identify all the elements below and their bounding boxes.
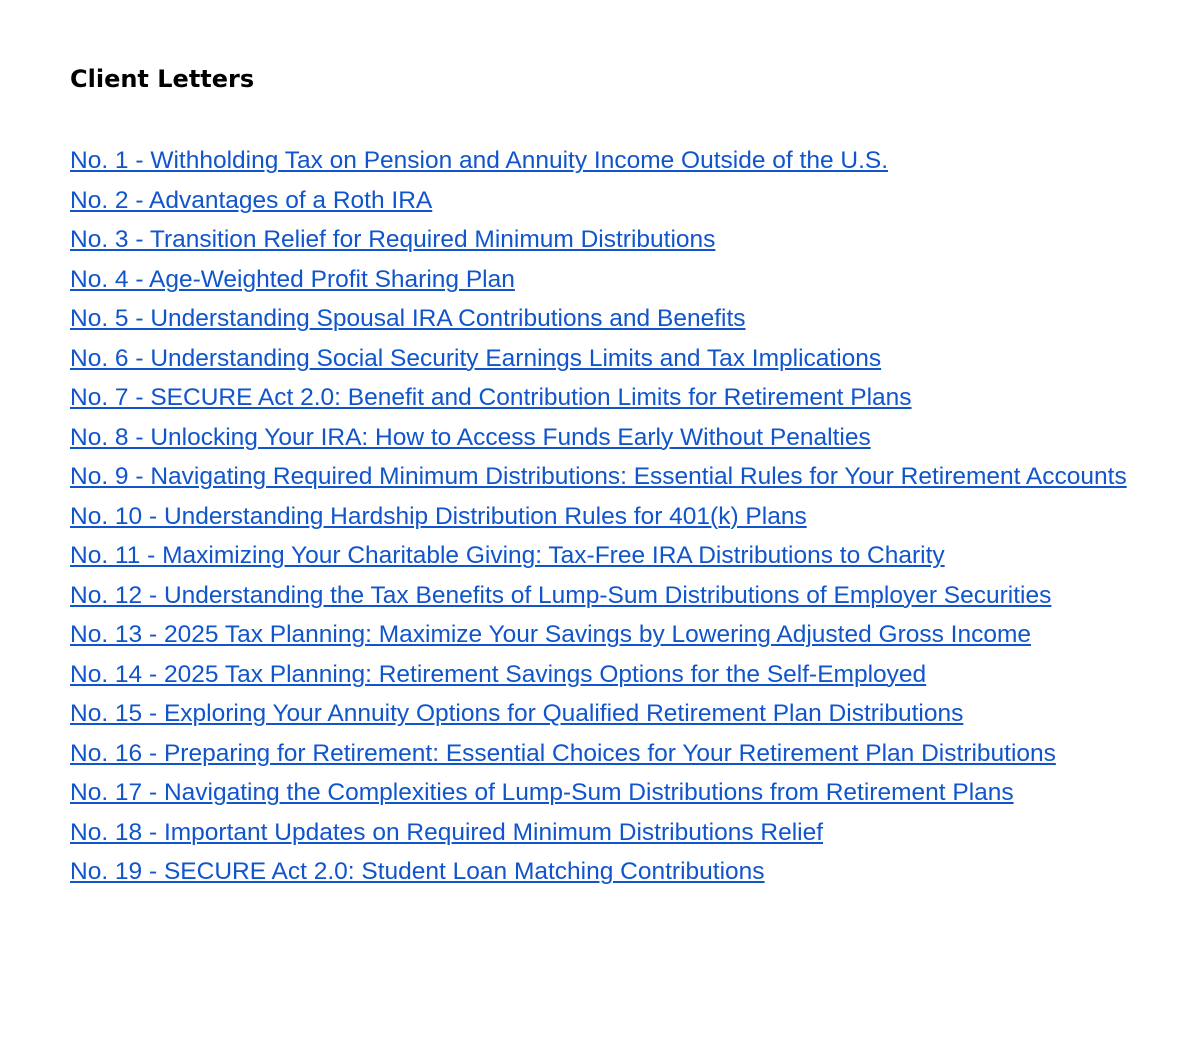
letter-link-5[interactable]: No. 5 - Understanding Spousal IRA Contributions and Benefits xyxy=(70,305,746,332)
list-item xyxy=(70,185,1140,218)
list-item xyxy=(70,382,1140,415)
letter-link-16[interactable]: No. 16 - Preparing for Retirement: Essential Choices for Your Retirement Plan Distributions xyxy=(70,739,1056,767)
letter-link-17[interactable]: No. 17 - Navigating the Complexities of Lump-Sum Distributions from Retirement Plans xyxy=(70,779,1014,806)
letter-link-9[interactable]: No. 9 - Navigating Required Minimum Distributions: Essential Rules for Your Retirement Accounts xyxy=(70,463,1127,490)
letter-link-14[interactable]: No. 14 - 2025 Tax Planning: Retirement Savings Options for the Self-Employed xyxy=(70,660,927,688)
list-item xyxy=(70,856,1140,889)
letter-link-8[interactable]: No. 8 - Unlocking Your IRA: How to Access Funds Early Without Penalties xyxy=(70,423,871,451)
letter-link-7[interactable]: No. 7 - SECURE Act 2.0: Benefit and Contribution Limits for Retirement Plans xyxy=(70,384,912,411)
list-item xyxy=(70,738,1140,771)
list-item xyxy=(70,303,1140,336)
letter-link-6[interactable]: No. 6 - Understanding Social Security Earnings Limits and Tax Implications xyxy=(70,344,882,372)
letter-link-11[interactable]: No. 11 - Maximizing Your Charitable Giving: Tax-Free IRA Distributions to Charity xyxy=(70,542,945,569)
client-letters-list xyxy=(70,145,1140,896)
letter-link-10[interactable]: No. 10 - Understanding Hardship Distribution Rules for 401(k) Plans xyxy=(70,502,807,530)
list-item xyxy=(70,540,1140,573)
list-item xyxy=(70,619,1140,652)
letter-link-15[interactable]: No. 15 - Exploring Your Annuity Options for Qualified Retirement Plan Distributions xyxy=(70,700,964,727)
list-item xyxy=(70,817,1140,850)
list-item xyxy=(70,264,1140,297)
letter-link-19[interactable]: No. 19 - SECURE Act 2.0: Student Loan Matching Contributions xyxy=(70,858,765,885)
list-item xyxy=(70,777,1140,810)
letter-link-2[interactable]: No. 2 - Advantages of a Roth IRA xyxy=(70,186,433,214)
list-item xyxy=(70,501,1140,534)
letter-link-12[interactable]: No. 12 - Understanding the Tax Benefits of Lump-Sum Distributions of Employer Securities xyxy=(70,581,1052,609)
letter-link-1[interactable]: No. 1 - Withholding Tax on Pension and Annuity Income Outside of the U.S. xyxy=(70,147,889,174)
list-item xyxy=(70,461,1140,494)
page-title: Client Letters xyxy=(70,65,255,93)
letter-link-13[interactable]: No. 13 - 2025 Tax Planning: Maximize Your Savings by Lowering Adjusted Gross Income xyxy=(70,621,1032,648)
list-item xyxy=(70,698,1140,731)
list-item xyxy=(70,659,1140,692)
list-item xyxy=(70,343,1140,376)
list-item xyxy=(70,145,1140,178)
letter-link-4[interactable]: No. 4 - Age-Weighted Profit Sharing Plan xyxy=(70,265,515,293)
list-item xyxy=(70,224,1140,257)
list-item xyxy=(70,580,1140,613)
letter-link-3[interactable]: No. 3 - Transition Relief for Required Minimum Distributions xyxy=(70,226,716,253)
letter-link-18[interactable]: No. 18 - Important Updates on Required Minimum Distributions Relief xyxy=(70,818,824,846)
list-item xyxy=(70,422,1140,455)
